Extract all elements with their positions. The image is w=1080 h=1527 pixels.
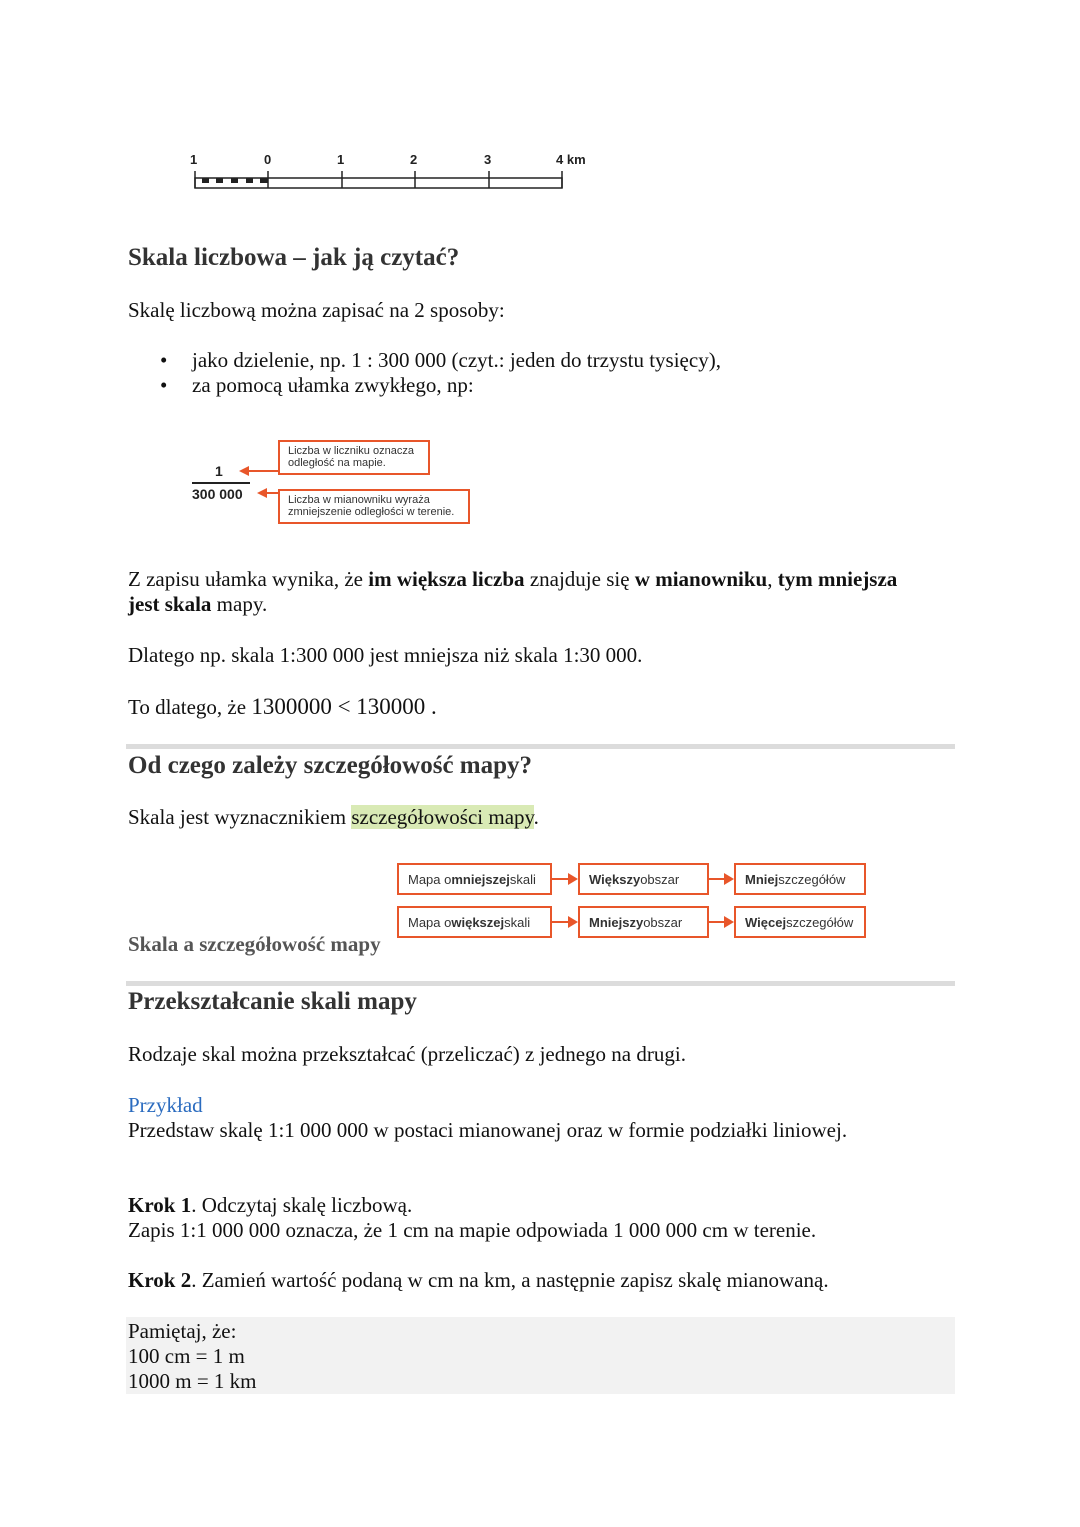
bold-run: w mianowniku xyxy=(634,567,768,591)
scale-bar-graphic xyxy=(180,170,580,194)
bullet-icon: • xyxy=(160,373,168,397)
flow-box: Mapa o mniejszej skali xyxy=(397,863,552,895)
step-label: Krok 1 xyxy=(128,1193,192,1217)
bold-run: jest skala xyxy=(128,592,212,616)
text-run: To dlatego, że xyxy=(128,695,252,719)
section-divider xyxy=(126,981,955,986)
example-label: Przykład xyxy=(128,1093,203,1117)
denominator-note-box xyxy=(278,489,470,524)
fraction-denominator: 300 000 xyxy=(192,486,243,502)
flow-box: Więcej szczegółów xyxy=(734,906,866,938)
list-item-text: za pomocą ułamka zwykłego, np: xyxy=(192,373,474,397)
note-line: zmniejszenie odległości w terenie. xyxy=(288,506,455,518)
arrow-icon xyxy=(709,863,734,943)
step-label: Krok 2 xyxy=(128,1268,192,1292)
flow-box: Mniej szczegółów xyxy=(734,863,866,895)
list-item xyxy=(160,373,474,398)
text-run: . Zamień wartość podaną w cm na km, a następnie zapisz skalę mianowaną. xyxy=(191,1268,829,1292)
scale-label: 1 xyxy=(190,152,198,167)
text-run: znajduje się xyxy=(524,567,635,591)
list-item-text: jako dzielenie, np. 1 : 300 000 (czyt.: jeden do trzystu tysięcy), xyxy=(192,348,721,372)
note-line: Liczba w liczniku oznacza xyxy=(288,445,414,457)
fraction-diagram xyxy=(185,440,485,530)
highlighted-text: szczegółowości mapy xyxy=(351,805,534,829)
paragraph xyxy=(128,694,437,720)
linear-scale-bar xyxy=(180,148,600,198)
bullet-icon: • xyxy=(160,348,168,372)
paragraph xyxy=(128,592,267,617)
section-divider xyxy=(126,744,955,749)
scale-label: 1 xyxy=(337,152,345,167)
text-run: Skala jest wyznacznikiem xyxy=(128,805,352,829)
note-line: odległość na mapie. xyxy=(288,457,386,469)
paragraph xyxy=(128,567,897,592)
detail-flow-diagram xyxy=(397,863,867,943)
step-line xyxy=(128,1193,412,1218)
scale-label: 0 xyxy=(264,152,272,167)
bold-run: tym mniejsza xyxy=(777,567,898,591)
section-heading: Od czego zależy szczegółowość mapy? xyxy=(128,752,533,779)
fraction-numerator: 1 xyxy=(215,463,223,479)
arrow-icon xyxy=(235,462,280,522)
numerator-note-box xyxy=(278,440,430,475)
text-run: , xyxy=(767,567,778,591)
section-heading: Skala liczbowa – jak ją czytać? xyxy=(128,244,460,271)
paragraph: Zapis 1:1 000 000 oznacza, że 1 cm na mapie odpowiada 1 000 000 cm w terenie. xyxy=(128,1218,817,1242)
remember-line: 1000 m = 1 km xyxy=(128,1369,257,1393)
paragraph: Dlatego np. skala 1:300 000 jest mniejsza niż skala 1:30 000. xyxy=(128,643,643,667)
list-item xyxy=(160,348,721,373)
math-expression: 1300000 < 130000 . xyxy=(251,694,437,719)
flow-box: Mapa o większej skali xyxy=(397,906,552,938)
note-line: Liczba w mianowniku wyraża xyxy=(288,494,430,506)
paragraph: Rodzaje skal można przekształcać (przeliczać) z jednego na drugi. xyxy=(128,1042,686,1066)
scale-label: 3 xyxy=(484,152,492,167)
arrow-icon xyxy=(552,863,578,943)
bold-run: im większa liczba xyxy=(368,567,525,591)
figure-caption: Skala a szczegółowość mapy xyxy=(128,932,381,956)
text-run: mapy. xyxy=(211,592,268,616)
scale-label: 4 km xyxy=(556,152,586,167)
text-run: Z zapisu ułamka wynika, że xyxy=(128,567,369,591)
scale-label: 2 xyxy=(410,152,418,167)
paragraph xyxy=(128,805,539,830)
remember-box xyxy=(126,1317,955,1394)
remember-line: Pamiętaj, że: xyxy=(128,1319,237,1343)
text-run: . Odczytaj skalę liczbową. xyxy=(191,1193,413,1217)
section-heading: Przekształcanie skali mapy xyxy=(128,988,417,1015)
flow-box: Większy obszar xyxy=(578,863,709,895)
step-line xyxy=(128,1268,829,1293)
flow-box: Mniejszy obszar xyxy=(578,906,709,938)
paragraph: Przedstaw skalę 1:1 000 000 w postaci mianowanej oraz w formie podziałki liniowej. xyxy=(128,1118,848,1142)
text-run: . xyxy=(533,805,539,829)
paragraph: Skalę liczbową można zapisać na 2 sposoby: xyxy=(128,298,505,322)
remember-line: 100 cm = 1 m xyxy=(128,1344,245,1368)
